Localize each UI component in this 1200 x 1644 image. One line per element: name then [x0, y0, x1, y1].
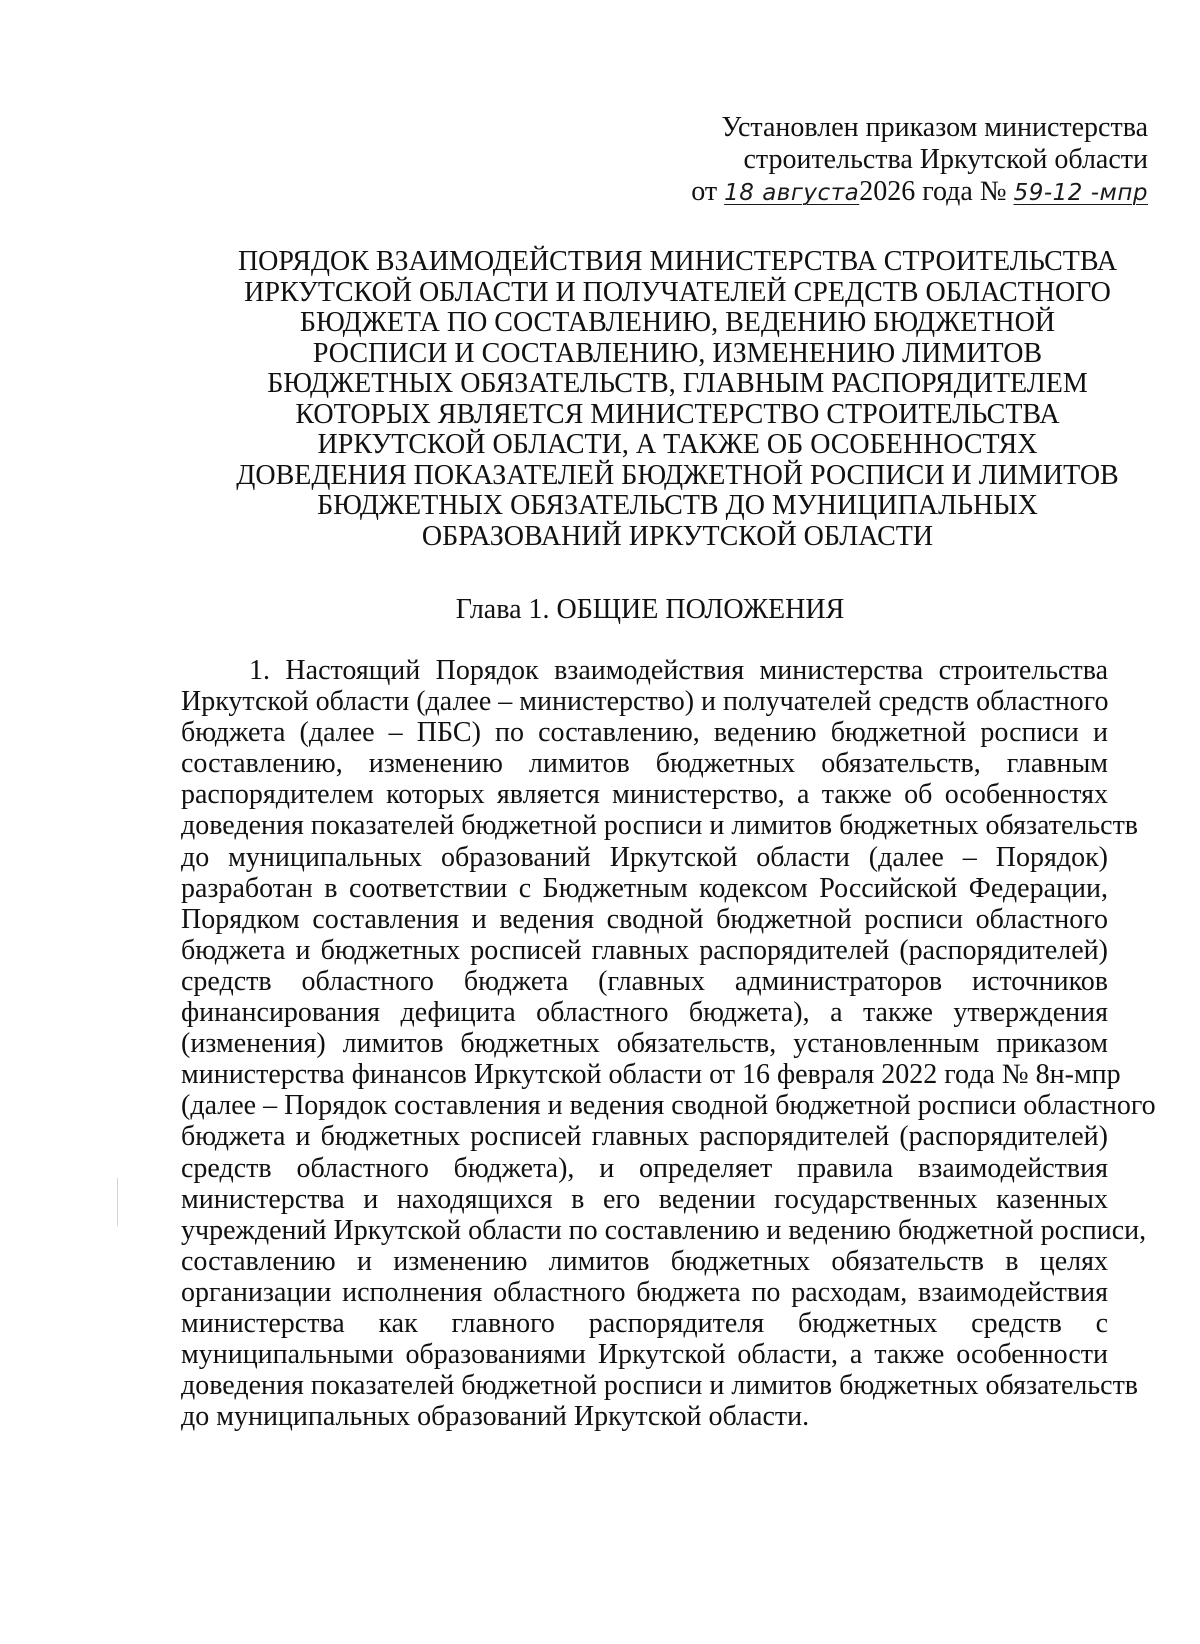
paragraph-line: финансирования дефицита областного бюджета), а также утверждения [181, 997, 1108, 1029]
paragraph-line: Иркутской области (далее – министерство) и получателей средств областного [181, 686, 1109, 718]
paragraph-line: распорядителем которых является министерство, а также об особенностях [181, 779, 1108, 811]
paragraph-line: разработан в соответствии с Бюджетным кодексом Российской Федерации, [181, 872, 1108, 904]
paragraph-line: министерства финансов Иркутской области от 16 февраля 2022 года № 8н-мпр [181, 1059, 1121, 1091]
approval-prefix: от [691, 176, 718, 207]
paragraph-line: бюджета и бюджетных росписей главных распорядителей (распорядителей) [181, 1121, 1108, 1153]
paragraph-line: организации исполнения областного бюджета по расходам, взаимодействия [181, 1276, 1108, 1308]
title-line: ПОРЯДОК ВЗАИМОДЕЙСТВИЯ МИНИСТЕРСТВА СТРОИТЕЛЬСТВА [237, 246, 1118, 277]
paragraph-line: муниципальными образованиями Иркутской области, а также особенности [181, 1339, 1108, 1371]
title-line: БЮДЖЕТНЫХ ОБЯЗАТЕЛЬСТВ ДО МУНИЦИПАЛЬНЫХ [317, 490, 1038, 521]
title-line: ИРКУТСКОЙ ОБЛАСТИ, А ТАКЖЕ ОБ ОСОБЕННОСТЯХ [317, 429, 1038, 460]
paragraph-line: бюджета и бюджетных росписей главных распорядителей (распорядителей) [181, 934, 1108, 966]
approval-line-3 [588, 176, 1148, 209]
paragraph-line: доведения показателей бюджетной росписи и лимитов бюджетных обязательств [181, 810, 1139, 842]
title-line: КОТОРЫХ ЯВЛЯЕТСЯ МИНИСТЕРСТВО СТРОИТЕЛЬСТВА [295, 398, 1060, 430]
paragraph-line: министерства и находящихся в его ведении государственных казенных [181, 1183, 1108, 1215]
paragraph-line: Порядком составления и ведения сводной бюджетной росписи областного [181, 903, 1108, 935]
chapter-heading: Глава 1. ОБЩИЕ ПОЛОЖЕНИЯ [455, 594, 845, 625]
paragraph-line: (далее – Порядок составления и ведения сводной бюджетной росписи областного [181, 1090, 1156, 1122]
paragraph-line: составлению и изменению лимитов бюджетных обязательств в целях [181, 1245, 1108, 1277]
title-line: РОСПИСИ И СОСТАВЛЕНИЮ, ИЗМЕНЕНИЮ ЛИМИТОВ [312, 337, 1043, 369]
approval-year-text: 2026 года № [859, 176, 1007, 207]
document-title [235, 247, 1120, 552]
paragraph-line: доведения показателей бюджетной росписи и лимитов бюджетных обязательств [181, 1370, 1139, 1402]
approval-line-2: строительства Иркутской области [743, 144, 1148, 175]
paragraph-line: до муниципальных образований Иркутской области (далее – Порядок) [181, 841, 1108, 873]
approval-handwritten-date: 18 августа [724, 180, 860, 206]
paragraph-line: (изменения) лимитов бюджетных обязательств, установленным приказом [181, 1028, 1108, 1060]
paragraph-line: учреждений Иркутской области по составлению и ведению бюджетной росписи, [181, 1214, 1147, 1246]
paragraph-line: министерства как главного распорядителя бюджетных средств с [181, 1307, 1108, 1339]
paragraph-line: до муниципальных образований Иркутской области. [181, 1401, 810, 1433]
title-line: ОБРАЗОВАНИЙ ИРКУТСКОЙ ОБЛАСТИ [421, 520, 934, 552]
title-line: ДОВЕДЕНИЯ ПОКАЗАТЕЛЕЙ БЮДЖЕТНОЙ РОСПИСИ И ЛИМИТОВ [236, 459, 1119, 491]
scan-artifact-line [117, 1178, 118, 1226]
title-line: БЮДЖЕТА ПО СОСТАВЛЕНИЮ, ВЕДЕНИЮ БЮДЖЕТНОЙ [299, 307, 1056, 338]
approval-stamp-block [588, 112, 1148, 209]
paragraph-line: бюджета (далее – ПБС) по составлению, ведению бюджетной росписи и [181, 717, 1108, 749]
paragraph-line: средств областного бюджета), и определяет правила взаимодействия [181, 1152, 1108, 1184]
paragraph-line: 1. Настоящий Порядок взаимодействия министерства строительства [249, 655, 1108, 686]
approval-line-1: Установлен приказом министерства [721, 112, 1148, 143]
title-line: БЮДЖЕТНЫХ ОБЯЗАТЕЛЬСТВ, ГЛАВНЫМ РАСПОРЯДИТЕЛЕМ [267, 368, 1088, 399]
paragraph-line: составлению, изменению лимитов бюджетных обязательств, главным [181, 748, 1108, 780]
paragraph-line: средств областного бюджета (главных администраторов источников [181, 965, 1108, 997]
paragraph-1 [181, 655, 1156, 1433]
title-line: ИРКУТСКОЙ ОБЛАСТИ И ПОЛУЧАТЕЛЕЙ СРЕДСТВ ОБЛАСТНОГО [244, 276, 1111, 308]
approval-handwritten-number: 59-12 -мпр [1013, 180, 1148, 206]
